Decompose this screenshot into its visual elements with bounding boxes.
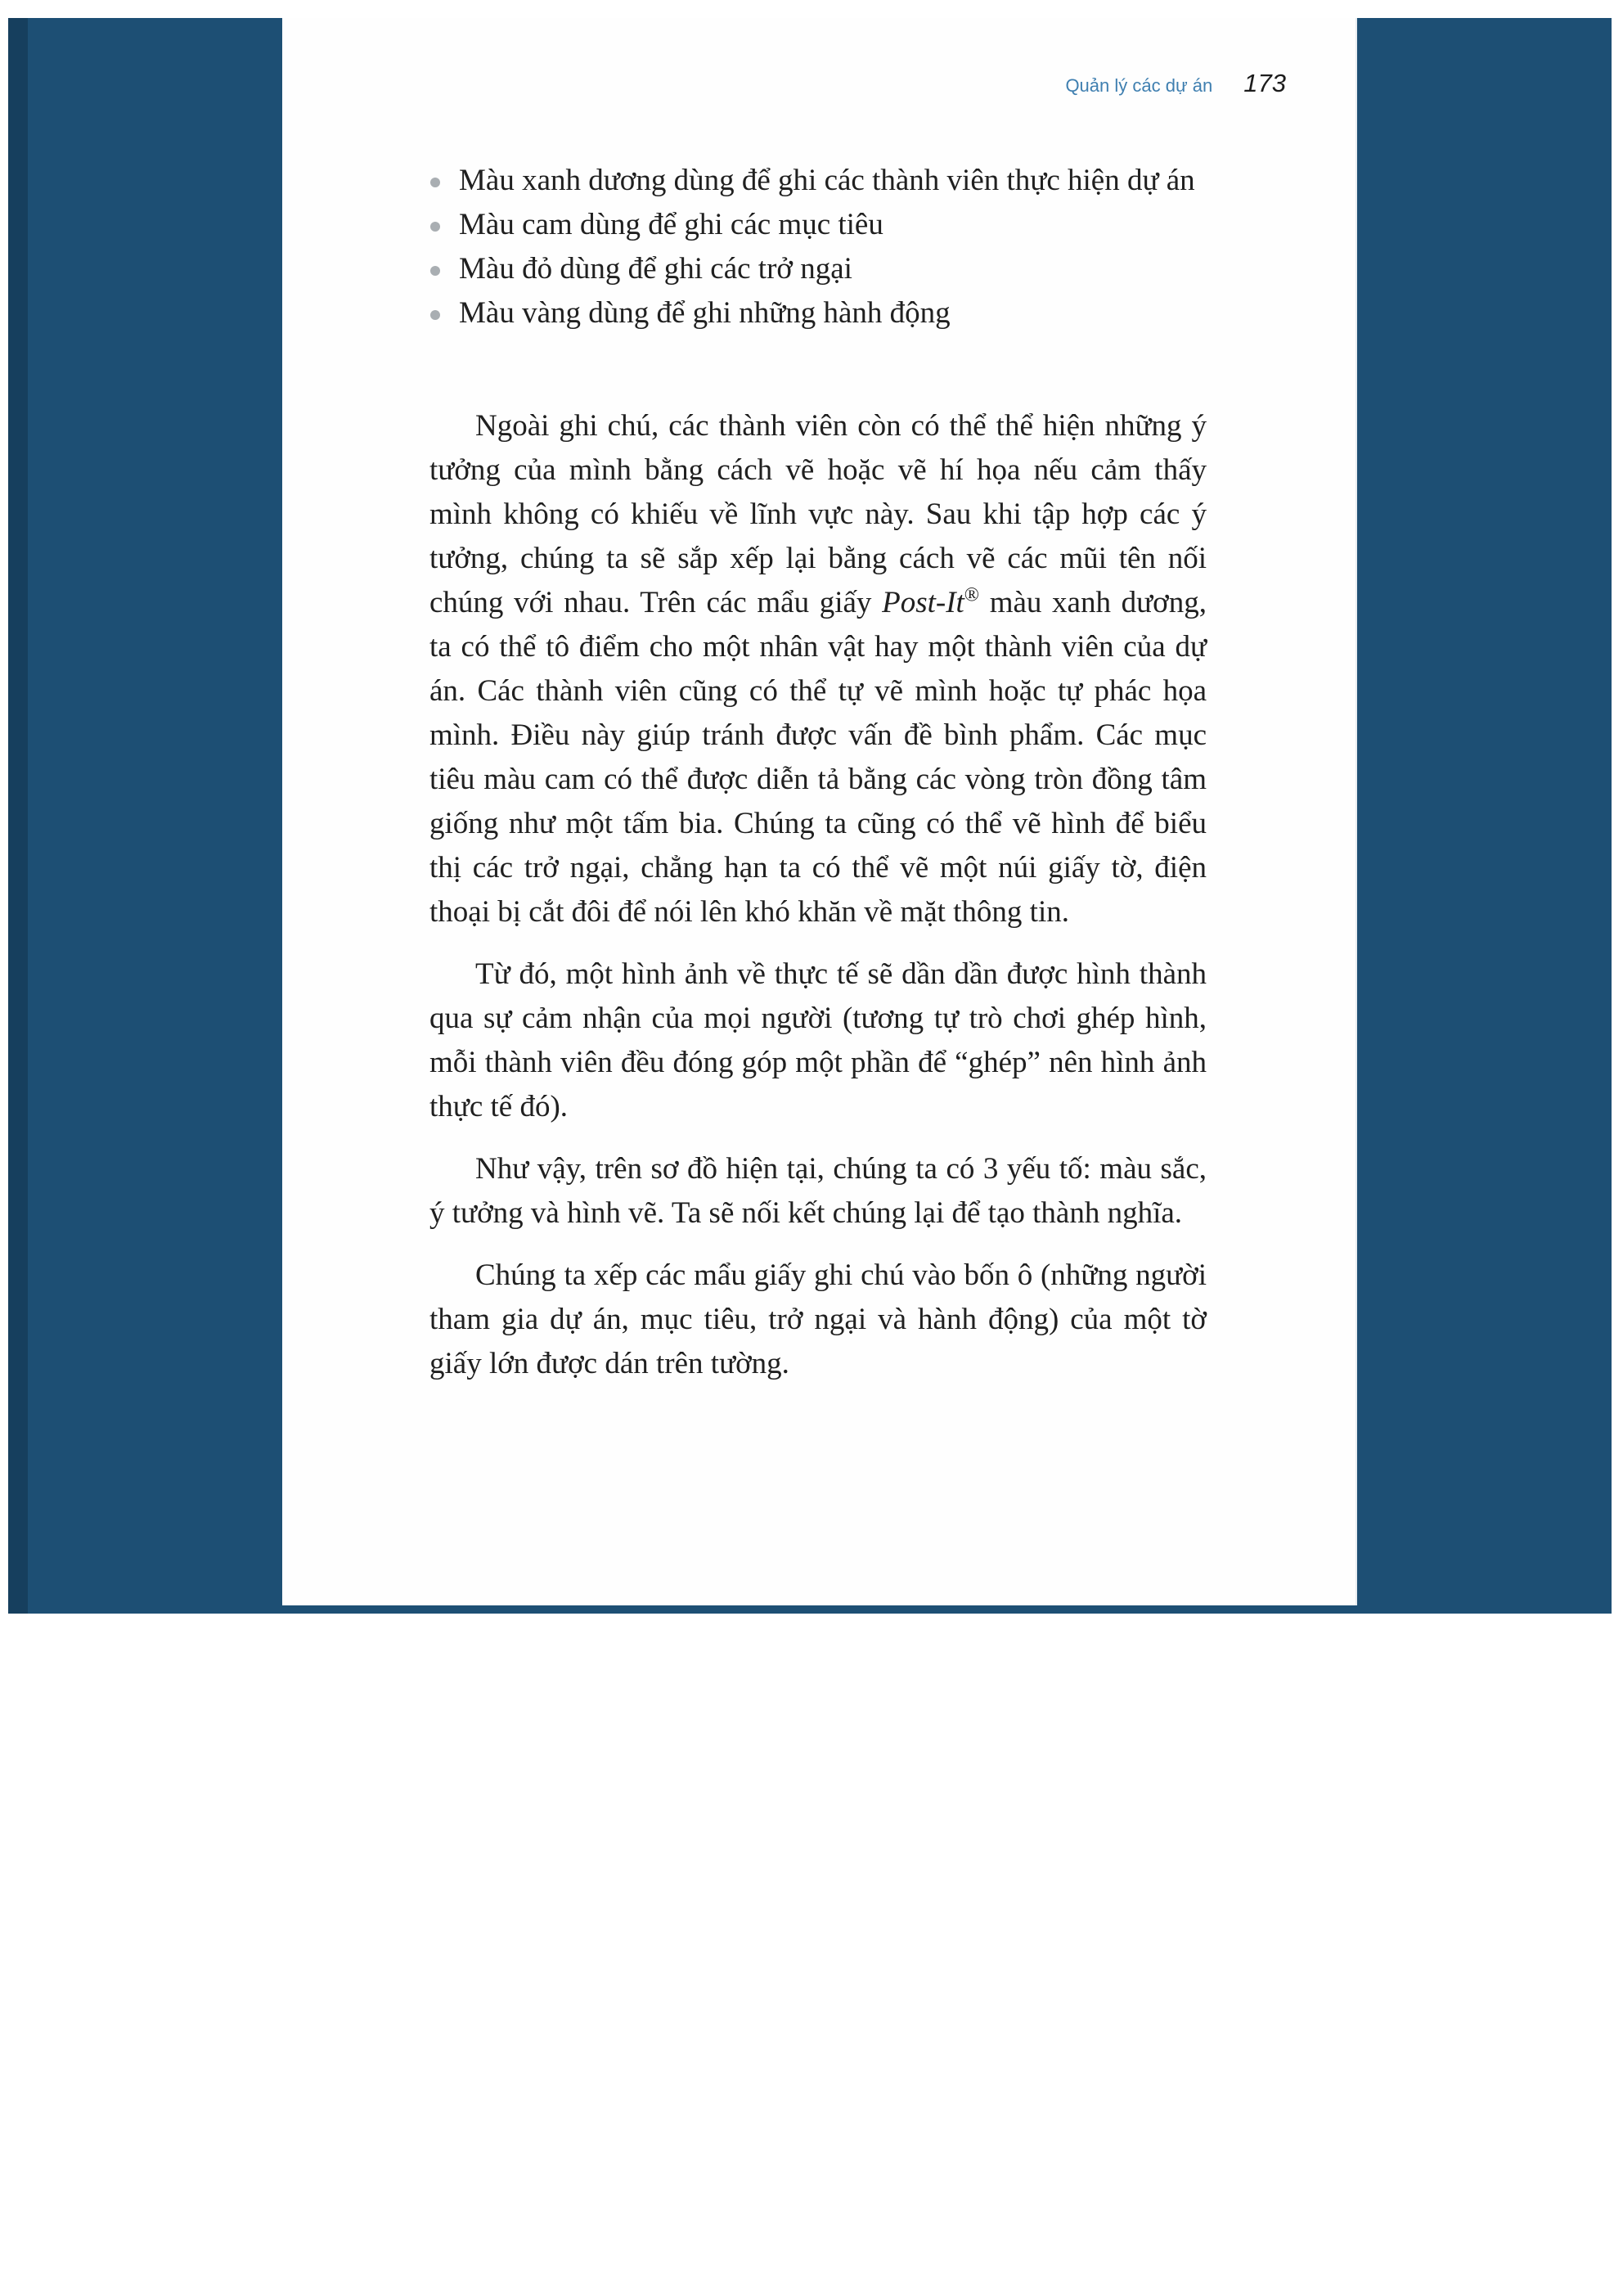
post-it-term: Post-It (882, 586, 964, 619)
book-page (282, 18, 1355, 1605)
list-item-text: Màu cam dùng để ghi các mục tiêu (459, 208, 883, 241)
list-item (429, 291, 1207, 335)
paragraph-1-part-a: Ngoài ghi chú, các thành viên còn có thể thể hiện những ý tưởng của mình bằng cách vẽ hoặc vẽ hí họa nếu cảm thấy mình không có khiếu về lĩnh vực này. Sau khi tập hợp các ý tưởng, chúng ta sẽ sắp xếp lại bằng cách vẽ các mũi tên nối chúng với nhau. Trên các mẩu giấy (429, 409, 1207, 619)
list-item-text: Màu đỏ dùng để ghi các trở ngại (459, 252, 852, 286)
paragraph-2: Từ đó, một hình ảnh về thực tế sẽ dần dần được hình thành qua sự cảm nhận của mọi người (tương tự trò chơi ghép hình, mỗi thành viên đều đóng góp một phần để “ghép” nên hình ảnh thực tế đó). (429, 957, 1207, 1123)
list-item (429, 203, 1207, 247)
bullet-icon (430, 266, 440, 276)
scan-edge-shadow (8, 18, 28, 1614)
paragraph-1-part-b: màu xanh dương, ta có thể tô điểm cho một nhân vật hay một thành viên của dự án. Các thành viên cũng có thể tự vẽ mình hoặc tự phác họa mình. Điều này giúp tránh được vấn đề bình phẩm. Các mục tiêu màu cam có thể được diễn tả bằng các vòng tròn đồng tâm giống như một tấm bia. Chúng ta cũng có thể vẽ hình để biểu thị các trở ngại, chẳng hạn ta có thể vẽ một núi giấy tờ, điện thoại bị cắt đôi để nói lên khó khăn về mặt thông tin. (429, 586, 1207, 929)
paragraph-1 (429, 404, 1207, 934)
list-item-text: Màu vàng dùng để ghi những hành động (459, 296, 951, 330)
bullet-icon (430, 222, 440, 232)
paragraph-3: Như vậy, trên sơ đồ hiện tại, chúng ta có 3 yếu tố: màu sắc, ý tưởng và hình vẽ. Ta sẽ nối kết chúng lại để tạo thành nghĩa. (429, 1152, 1207, 1230)
page-number: 173 (1243, 69, 1286, 97)
list-item-text: Màu xanh dương dùng để ghi các thành viên thực hiện dự án (459, 164, 1195, 197)
bullet-icon (430, 310, 440, 320)
list-item (429, 159, 1207, 203)
body-text (429, 404, 1207, 1404)
running-head: Quản lý các dự án (1065, 75, 1213, 96)
registered-mark: ® (964, 584, 980, 606)
page-header (1065, 69, 1286, 98)
color-legend-list (429, 159, 1207, 335)
paragraph-4: Chúng ta xếp các mẩu giấy ghi chú vào bốn ô (những người tham gia dự án, mục tiêu, trở ngại và hành động) của một tờ giấy lớn được dán trên tường. (429, 1258, 1207, 1380)
bullet-icon (430, 178, 440, 187)
list-item (429, 247, 1207, 291)
